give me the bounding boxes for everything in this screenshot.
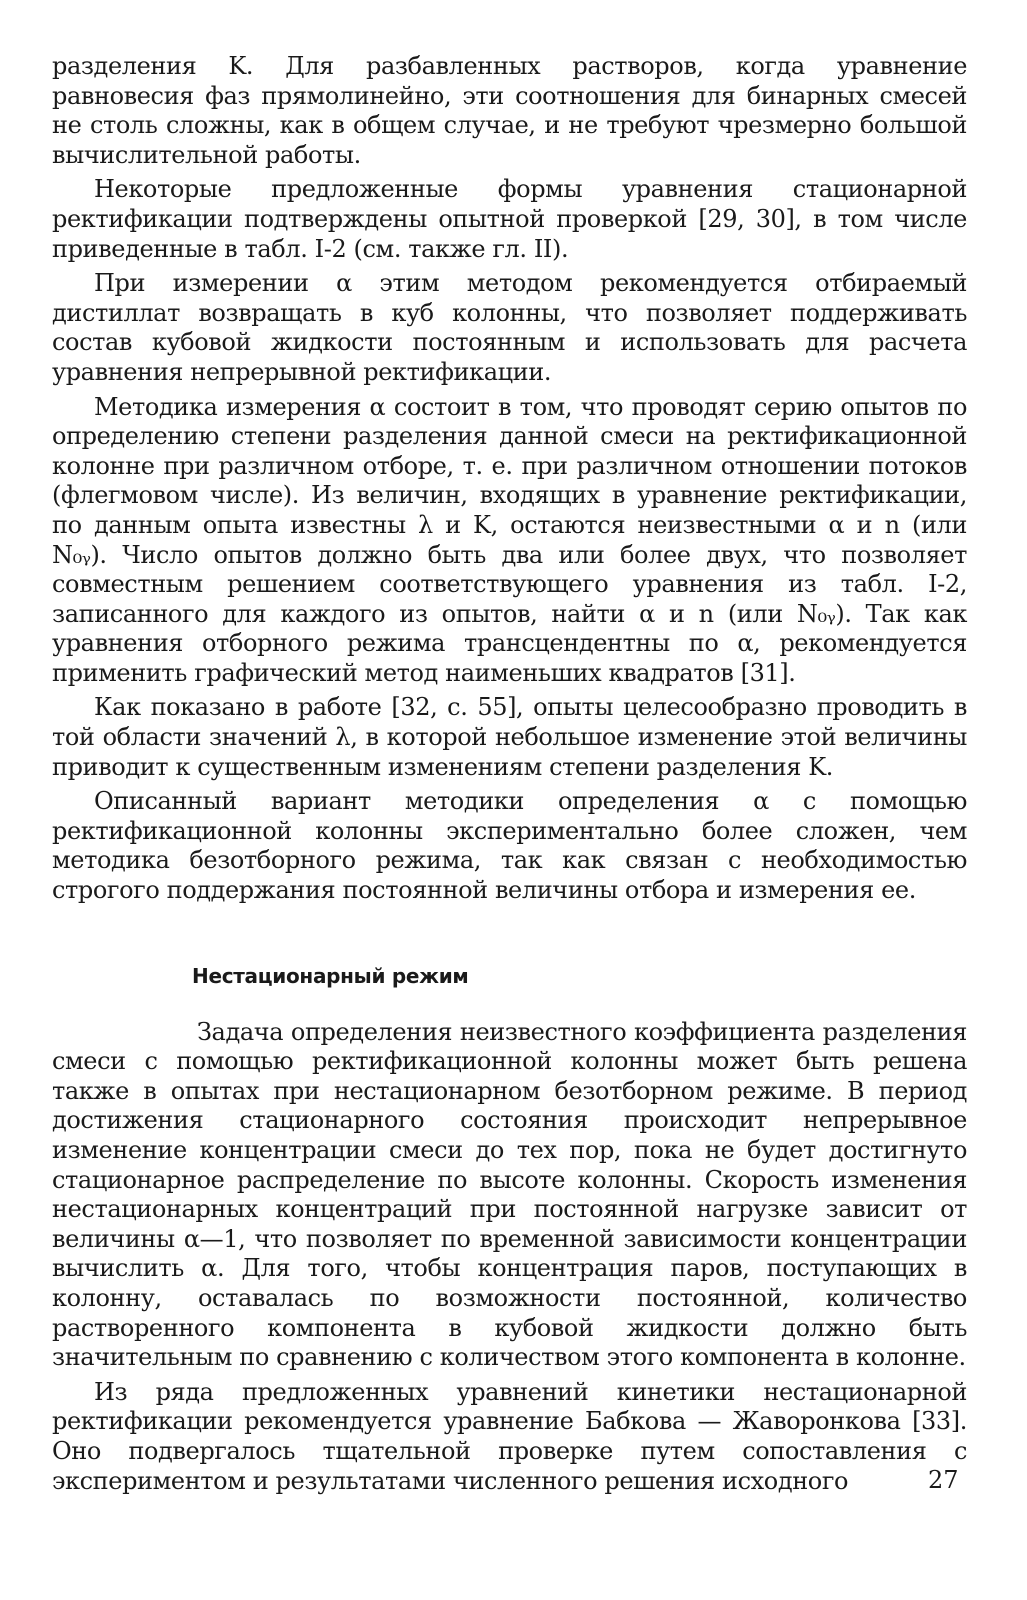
paragraph-distillate-return: При измерении α этим методом рекомендуется отбираемый дистиллат возвращать в куб колонны, что позволяет поддерживать состав кубовой жидкости постоянным и использовать для расчета уравнения непрерывной ректификации. <box>52 269 967 386</box>
paragraph-stationary-forms: Некоторые предложенные формы уравнения стационарной ректификации подтверждены опытной проверкой [29, 30], в том числе приведенные в табл. I-2 (см. также гл. II). <box>52 175 967 263</box>
paragraph-continuation: разделения K. Для разбавленных растворов, когда уравнение равновесия фаз прямолинейно, эти соотношения для бинарных смесей не столь сложны, как в общем случае, и не требуют чрезмерно большой вычислительной работы. <box>52 52 967 169</box>
section-heading: Нестационарный режим <box>192 963 469 988</box>
paragraph-kinetics-equation: Из ряда предложенных уравнений кинетики нестационарной ректификации рекомендуется уравнение Бабкова — Жаворонкова [33]. Оно подвергалось тщательной проверке путем сопоставления с экспериментом и результатами численного решения исходного <box>52 1377 967 1495</box>
page-number: 27 <box>928 1466 959 1494</box>
paragraph-measurement-method: Методика измерения α состоит в том, что проводят серию опытов по определению степени разделения данной смеси на ректификационной колонне при различном отборе, т. е. при различном отношении потоков (флегмовом числе). Из величин, входящих в уравнение ректификации, по данным опыта известны λ и K, остаются неизвестными α и n (или N₀ᵧ). Число опытов должно быть два или более двух, что позволяет совместным решением соответствующего уравнения из табл. I-2, записанного для каждого из опытов, найти α и n (или N₀ᵧ). Так как уравнения отборного режима трансцендентны по α, рекомендуется применить графический метод наименьших квадратов [31]. <box>52 392 967 687</box>
paragraph-experiment-region: Как показано в работе [32, с. 55], опыты целесообразно проводить в той области значений λ, в которой небольшое изменение этой величины приводит к существенным изменениям степени разделения K. <box>52 693 967 781</box>
page-body <box>52 52 967 1501</box>
paragraph-method-complexity: Описанный вариант методики определения α с помощью ректификационной колонны экспериментально более сложен, чем методика безотборного режима, так как связан с необходимостью строгого поддержания постоянной величины отбора и измерения ее. <box>52 787 967 905</box>
paragraph-nonstationary-task: Задача определения неизвестного коэффициента разделения смеси с помощью ректификационной колонны может быть решена также в опытах при нестационарном безотборном режиме. В период достижения стационарного состояния происходит непрерывное изменение концентрации смеси до тех пор, пока не будет достигнуто стационарное распределение по высоте колонны. Скорость изменения нестационарных концентраций при постоянной нагрузке зависит от величины α—1, что позволяет по временной зависимости концентрации вычислить α. Для того, чтобы концентрация паров, поступающих в колонну, оставалась по возможности постоянной, количество растворенного компонента в кубовой жидкости должно быть значительным по сравнению с количеством этого компонента в колонне. <box>52 1017 967 1372</box>
